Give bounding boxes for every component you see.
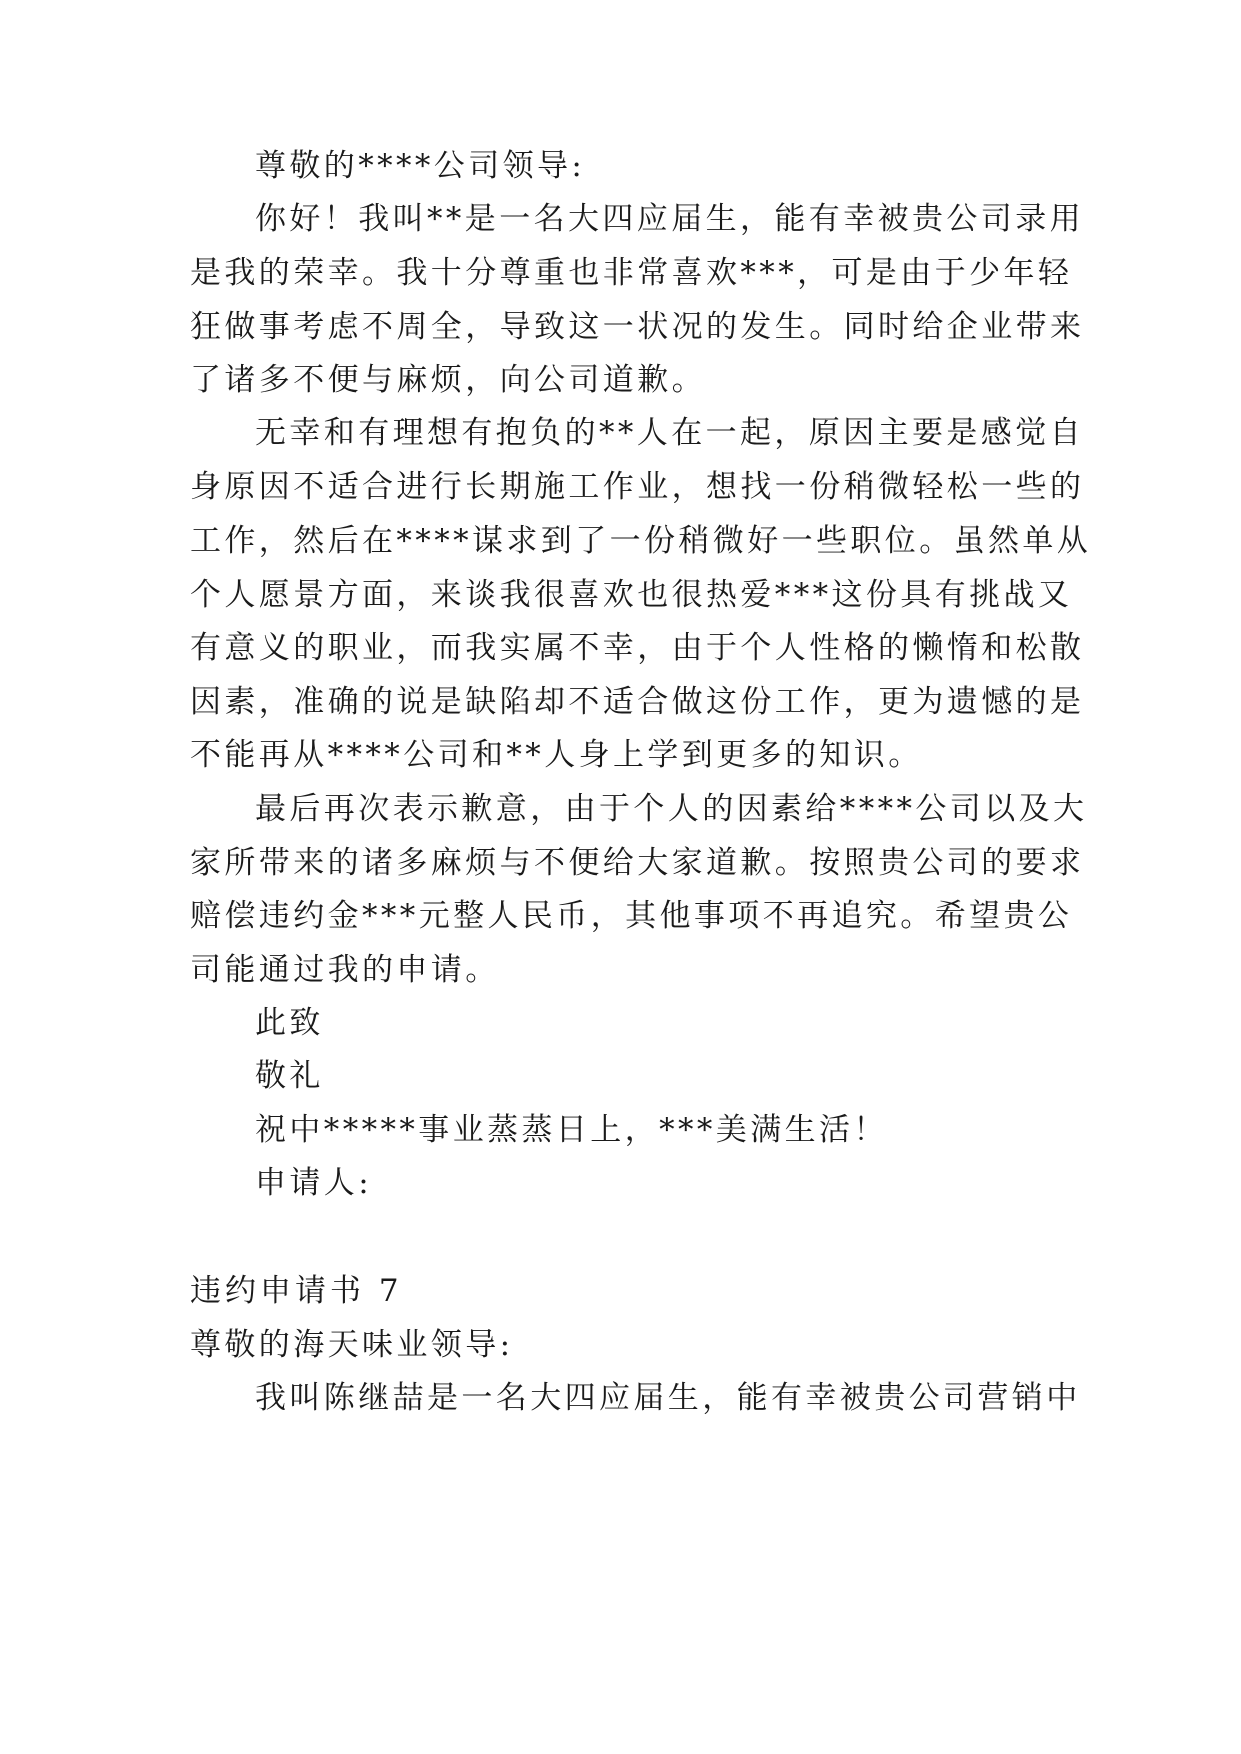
letter1-para1-line1: 你好！我叫**是一名大四应届生，能有幸被贵公司录用 xyxy=(255,201,1084,237)
letter1-para2-line4: 个人愿景方面，来谈我很喜欢也很热爱***这份具有挑战又 xyxy=(190,577,1073,613)
letter1-para2-line7: 不能再从****公司和**人身上学到更多的知识。 xyxy=(190,737,923,773)
letter1-salutation: 尊敬的****公司领导: xyxy=(255,148,586,184)
letter1-closing-cizhi: 此致 xyxy=(255,1005,324,1041)
letter1-signature: 申请人: xyxy=(255,1165,373,1201)
letter1-para2-line6: 因素，准确的说是缺陷却不适合做这份工作，更为遗憾的是 xyxy=(190,684,1085,720)
letter1-para2-line2: 身原因不适合进行长期施工作业，想找一份稍微轻松一些的 xyxy=(190,469,1085,505)
letter1-para3-line2: 家所带来的诸多麻烦与不便给大家道歉。按照贵公司的要求 xyxy=(190,845,1085,881)
letter2-salutation: 尊敬的海天味业领导: xyxy=(190,1327,514,1363)
letter1-wish: 祝中*****事业蒸蒸日上，***美满生活！ xyxy=(255,1112,888,1148)
letter1-para3-line3: 赔偿违约金***元整人民币，其他事项不再追究。希望贵公 xyxy=(190,898,1073,934)
letter1-para3-line4: 司能通过我的申请。 xyxy=(190,952,500,988)
letter2-para1-line1: 我叫陈继喆是一名大四应届生，能有幸被贵公司营销中 xyxy=(255,1380,1081,1416)
letter1-para3-line1: 最后再次表示歉意，由于个人的因素给****公司以及大 xyxy=(255,791,1088,827)
letter1-para2-line1: 无幸和有理想有抱负的**人在一起，原因主要是感觉自 xyxy=(255,415,1084,451)
letter1-closing-jingli: 敬礼 xyxy=(255,1058,324,1094)
letter1-para1-line3: 狂做事考虑不周全，导致这一状况的发生。同时给企业带来 xyxy=(190,309,1085,345)
letter1-para1-line4: 了诸多不便与麻烦，向公司道歉。 xyxy=(190,362,706,398)
letter1-para2-line3: 工作，然后在****谋求到了一份稍微好一些职位。虽然单从 xyxy=(190,523,1092,559)
letter1-para1-line2: 是我的荣幸。我十分尊重也非常喜欢***，可是由于少年轻 xyxy=(190,255,1073,291)
letter2-title: 违约申请书 7 xyxy=(190,1273,403,1309)
letter1-para2-line5: 有意义的职业，而我实属不幸，由于个人性格的懒惰和松散 xyxy=(190,630,1085,666)
